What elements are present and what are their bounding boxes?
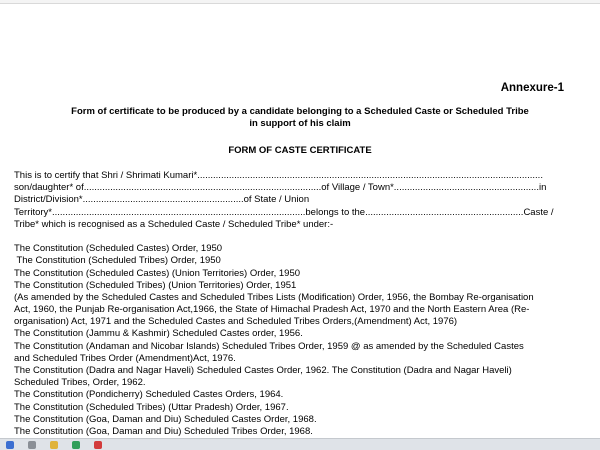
- order-line: The Constitution (Scheduled Tribes) (Uttar Pradesh) Order, 1967.: [14, 401, 289, 413]
- certificate-body: [14, 170, 570, 438]
- order-line: The Constitution (Scheduled Castes) Order, 1950: [14, 243, 223, 255]
- cert-line: District/Division*.............................................................of State / Union: [14, 194, 310, 206]
- taskbar: [0, 438, 600, 450]
- order-line: The Constitution (Scheduled Tribes) (Union Territories) Order, 1951: [14, 279, 297, 291]
- spacer: [14, 231, 570, 243]
- order-line: The Constitution (Jammu & Kashmir) Scheduled Castes order, 1956.: [14, 328, 303, 340]
- form-heading-line-1: Form of certificate to be produced by a candidate belonging to a Scheduled Caste or Scheduled Tribe: [71, 106, 529, 117]
- browser-icon[interactable]: [72, 441, 80, 449]
- cert-line: Tribe* which is recognised as a Scheduled Caste / Scheduled Tribe* under:-: [14, 218, 334, 230]
- folder-icon[interactable]: [50, 441, 58, 449]
- cert-line: son/daughter* of..........................................................................................of Village / Town*.......................................................in: [14, 182, 547, 194]
- order-line: The Constitution (Scheduled Tribes) Order, 1950: [14, 255, 221, 267]
- pdf-icon[interactable]: [94, 441, 102, 449]
- start-icon[interactable]: [6, 441, 14, 449]
- cert-line: This is to certify that Shri / Shrimati Kumari*...................................................................................................................................: [14, 170, 543, 181]
- annexure-label: Annexure-1: [500, 82, 564, 94]
- order-line: The Constitution (Dadra and Nagar Haveli) Scheduled Castes Order, 1962. The Constitution (Dadra and Nagar Haveli): [14, 365, 512, 376]
- order-line: The Constitution (Goa, Daman and Diu) Scheduled Castes Order, 1968.: [14, 413, 317, 425]
- order-line: The Constitution (Pondicherry) Scheduled Castes Orders, 1964.: [14, 389, 284, 401]
- order-line: The Constitution (Scheduled Castes) (Union Territories) Order, 1950: [14, 267, 301, 279]
- order-line: Scheduled Tribes, Order, 1962.: [14, 377, 146, 389]
- order-line: (As amended by the Scheduled Castes and Scheduled Tribes Lists (Modification) Order, 1956, the Bombay Re-organisation: [14, 291, 534, 303]
- document-page: [0, 4, 600, 438]
- form-heading: [0, 106, 600, 130]
- certificate-title: FORM OF CASTE CERTIFICATE: [228, 145, 372, 156]
- order-line: organisation) Act, 1971 and the Scheduled Castes and Scheduled Tribes Orders,(Amendment) Act, 1976): [14, 316, 458, 328]
- search-icon[interactable]: [28, 441, 36, 449]
- order-line: The Constitution (Goa, Daman and Diu) Scheduled Tribes Order, 1968.: [14, 425, 313, 437]
- cert-line: Territory*................................................................................................belongs to the............................................................Caste /: [14, 206, 554, 218]
- order-line: Act, 1960, the Punjab Re-organisation Act,1966, the State of Himachal Pradesh Act, 1970 and the North Eastern Area (Re-: [14, 304, 530, 316]
- order-line: The Constitution (Andaman and Nicobar Islands) Scheduled Tribes Order, 1959 @ as amended by the Scheduled Castes: [14, 340, 524, 352]
- order-line: and Scheduled Tribes Order (Amendment)Act, 1976.: [14, 352, 236, 364]
- form-heading-line-2: in support of his claim: [249, 118, 351, 129]
